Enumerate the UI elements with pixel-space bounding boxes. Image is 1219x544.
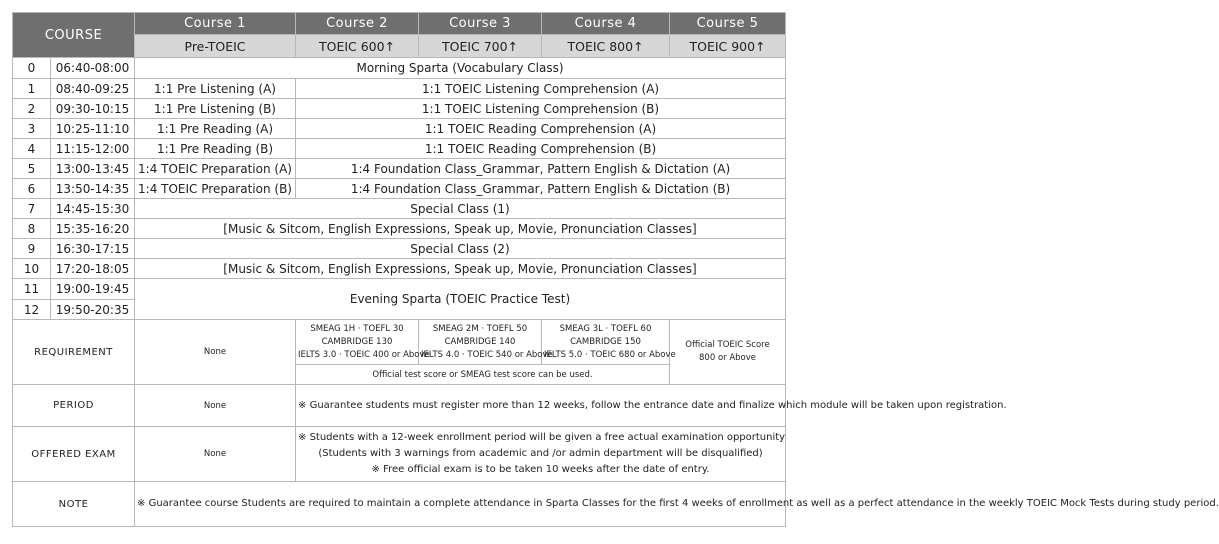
note-text: ※ Guarantee course Students are required to maintain a complete attendance in Sparta Classes for the first 4 weeks of enrollment as well as a perfect attendance in the weekly TOEIC Mock Tests during study period.	[135, 482, 786, 527]
req-line: IELTS 3.0 · TOEIC 400 or Above	[298, 349, 430, 360]
course-3-level: TOEIC 700↑	[419, 35, 542, 58]
class-courses-2-5: 1:1 TOEIC Listening Comprehension (B)	[296, 99, 786, 119]
req-line: IELTS 4.0 · TOEIC 540 or Above	[421, 349, 553, 360]
class-all-courses: Morning Sparta (Vocabulary Class)	[135, 58, 786, 79]
period-number: 0	[13, 58, 51, 79]
table-row	[13, 159, 786, 179]
table-row	[13, 279, 786, 300]
period-number: 8	[13, 219, 51, 239]
class-course-1: 1:1 Pre Listening (B)	[135, 99, 296, 119]
requirement-footnote: Official test score or SMEAG test score can be used.	[296, 365, 670, 385]
exam-row	[13, 427, 786, 482]
course-4-header: Course 4	[542, 13, 670, 35]
req-line: Official TOEIC Score	[685, 340, 770, 350]
course-2-header: Course 2	[296, 13, 419, 35]
table-row	[13, 259, 786, 279]
exam-line: (Students with 3 warnings from academic and /or admin department will be disqualified)	[318, 448, 763, 459]
requirement-row	[13, 320, 786, 365]
requirement-label: REQUIREMENT	[13, 320, 135, 385]
period-number: 6	[13, 179, 51, 199]
period-time: 13:00-13:45	[51, 159, 135, 179]
course-header: COURSE	[13, 13, 135, 58]
period-time: 10:25-11:10	[51, 119, 135, 139]
class-courses-2-5: 1:1 TOEIC Listening Comprehension (A)	[296, 79, 786, 99]
req-line: SMEAG 1H · TOEFL 30	[310, 323, 404, 334]
exam-line: ※ Students with a 12-week enrollment period will be given a free actual examination opportunity	[298, 432, 786, 443]
req-line: IELTS 5.0 · TOEIC 680 or Above	[544, 349, 676, 360]
class-all-courses: Special Class (2)	[135, 239, 786, 259]
table-row	[13, 58, 786, 79]
period-number: 2	[13, 99, 51, 119]
course-3-header: Course 3	[419, 13, 542, 35]
period-time: 17:20-18:05	[51, 259, 135, 279]
period-time: 09:30-10:15	[51, 99, 135, 119]
period-course-1: None	[135, 385, 296, 427]
period-label: PERIOD	[13, 385, 135, 427]
period-time: 19:50-20:35	[51, 300, 135, 320]
period-number: 9	[13, 239, 51, 259]
note-label: NOTE	[13, 482, 135, 527]
req-line: SMEAG 2M · TOEFL 50	[432, 323, 528, 334]
course-1-header: Course 1	[135, 13, 296, 35]
period-number: 7	[13, 199, 51, 219]
period-number: 12	[13, 300, 51, 320]
period-number: 4	[13, 139, 51, 159]
period-time: 19:00-19:45	[51, 279, 135, 300]
class-course-1: 1:1 Pre Reading (B)	[135, 139, 296, 159]
period-time: 06:40-08:00	[51, 58, 135, 79]
table-row	[13, 99, 786, 119]
table-row	[13, 139, 786, 159]
requirement-course-1: None	[135, 320, 296, 385]
table-row	[13, 219, 786, 239]
req-line: CAMBRIDGE 150	[570, 336, 641, 347]
req-line: CAMBRIDGE 140	[444, 336, 516, 347]
period-time: 14:45-15:30	[51, 199, 135, 219]
period-row	[13, 385, 786, 427]
period-time: 11:15-12:00	[51, 139, 135, 159]
period-time: 16:30-17:15	[51, 239, 135, 259]
req-line: SMEAG 3L · TOEFL 60	[559, 323, 652, 334]
table-row	[13, 199, 786, 219]
evening-sparta: Evening Sparta (TOEIC Practice Test)	[135, 279, 786, 320]
class-all-courses: [Music & Sitcom, English Expressions, Speak up, Movie, Pronunciation Classes]	[135, 259, 786, 279]
req-line: CAMBRIDGE 130	[321, 336, 393, 347]
class-course-1: 1:1 Pre Listening (A)	[135, 79, 296, 99]
period-time: 13:50-14:35	[51, 179, 135, 199]
course-5-level: TOEIC 900↑	[670, 35, 786, 58]
class-course-1: 1:4 TOEIC Preparation (B)	[135, 179, 296, 199]
period-time: 08:40-09:25	[51, 79, 135, 99]
class-courses-2-5: 1:4 Foundation Class_Grammar, Pattern English & Dictation (B)	[296, 179, 786, 199]
period-number: 10	[13, 259, 51, 279]
requirement-course-2	[296, 320, 430, 365]
exam-label: OFFERED EXAM	[13, 427, 135, 482]
class-all-courses: Special Class (1)	[135, 199, 786, 219]
class-courses-2-5: 1:1 TOEIC Reading Comprehension (B)	[296, 139, 786, 159]
course-5-header: Course 5	[670, 13, 786, 35]
class-course-1: 1:4 TOEIC Preparation (A)	[135, 159, 296, 179]
exam-course-1: None	[135, 427, 296, 482]
period-number: 11	[13, 279, 51, 300]
table-row	[13, 119, 786, 139]
requirement-course-3	[419, 320, 553, 365]
schedule-table	[12, 12, 1219, 527]
table-row	[13, 179, 786, 199]
period-time: 15:35-16:20	[51, 219, 135, 239]
table-row	[13, 79, 786, 99]
class-courses-2-5: 1:4 Foundation Class_Grammar, Pattern English & Dictation (A)	[296, 159, 786, 179]
period-number: 3	[13, 119, 51, 139]
req-line: 800 or Above	[699, 353, 757, 363]
exam-line: ※ Free official exam is to be taken 10 weeks after the date of entry.	[371, 464, 710, 475]
table-row	[13, 239, 786, 259]
requirement-course-5	[670, 320, 786, 385]
class-all-courses: [Music & Sitcom, English Expressions, Speak up, Movie, Pronunciation Classes]	[135, 219, 786, 239]
requirement-course-4	[542, 320, 676, 365]
course-2-level: TOEIC 600↑	[296, 35, 419, 58]
course-1-level: Pre-TOEIC	[135, 35, 296, 58]
period-text: ※ Guarantee students must register more than 12 weeks, follow the entrance date and finalize which module will be taken upon registration.	[296, 385, 786, 427]
class-course-1: 1:1 Pre Reading (A)	[135, 119, 296, 139]
period-number: 1	[13, 79, 51, 99]
note-row	[13, 482, 786, 527]
period-number: 5	[13, 159, 51, 179]
exam-text	[296, 427, 786, 482]
class-courses-2-5: 1:1 TOEIC Reading Comprehension (A)	[296, 119, 786, 139]
course-4-level: TOEIC 800↑	[542, 35, 670, 58]
